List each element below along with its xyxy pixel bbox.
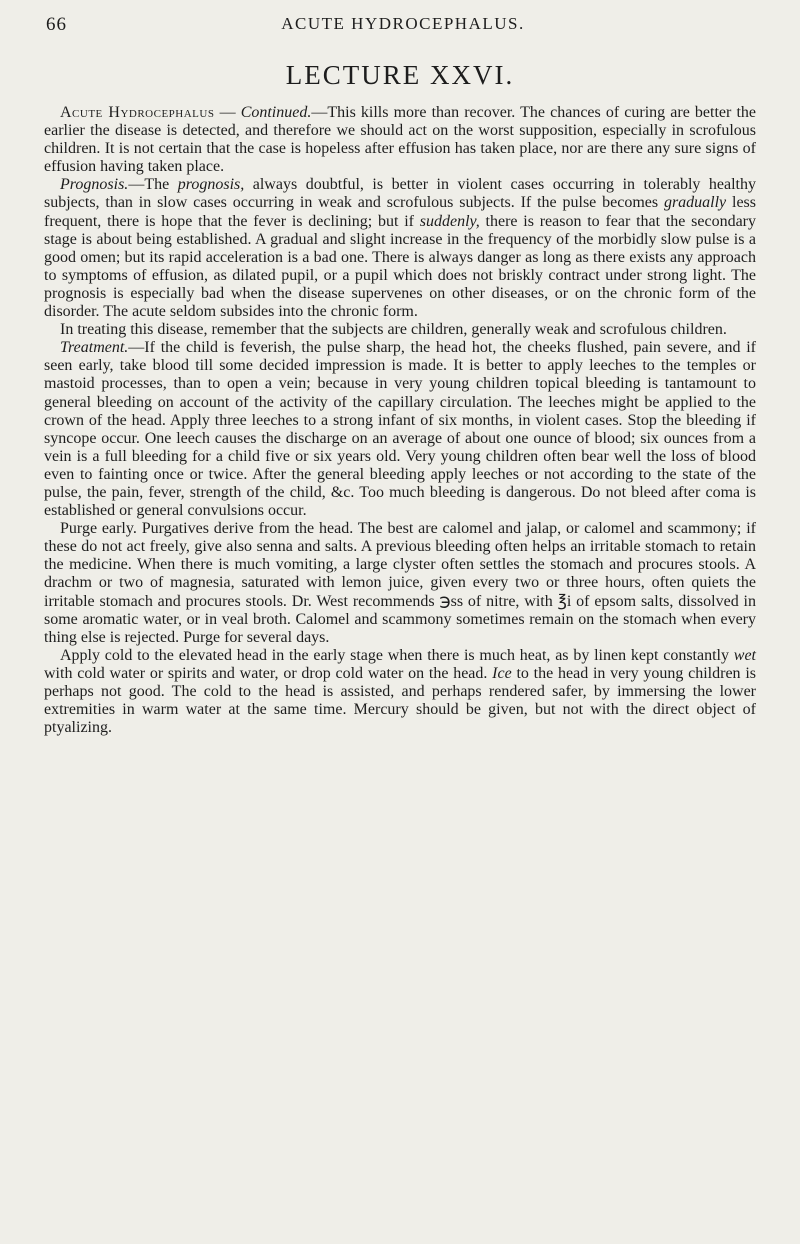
dash: — [214, 104, 241, 121]
text-run: there is reason to fear that the secondary stage is about being established. A gradual and slight increase in the frequency of the morbidly slow pulse is a good omen; but its rapid acceleration is a bad one. There is always danger as long as there exists any approach to symptoms of effusion, as dilated pupil, or a pupil which does not briskly contract under strong light. The prognosis is especially bad when the disease supervenes on other diseases, or on the chronic form of the disorder. The acute seldom subsides into the chronic form. [44, 212, 757, 321]
paragraph-prognosis [44, 176, 756, 321]
italic-run: wet [733, 646, 756, 664]
text-run: to the head in very young children is perhaps not good. The cold to the head is assisted, and perhaps rendered safer, by immersing the lower extremities in warm water at the same time. Mercury should be given, but not with the direct object of ptyalizing. [44, 664, 756, 737]
paragraph-subjects: In treating this disease, remember that the subjects are children, generally weak and scrofulous children. [60, 321, 727, 339]
paragraph-cold [44, 647, 756, 737]
section-label-prognosis: Prognosis. [60, 176, 129, 194]
lead-italic: Continued. [240, 104, 312, 121]
text-run: Apply cold to the elevated head in the early stage when there is much heat, as by linen kept constantly [60, 646, 734, 664]
running-title: ACUTE HYDROCEPHALUS. [281, 14, 525, 33]
text-run: always doubtful, is better in violent cases occurring in tolerably healthy subjects, than in slow cases occurring in weak and scrofulous subjects. If the pulse becomes [44, 176, 756, 212]
text-run: less frequent, there is hope that the fever is declining; but if [44, 194, 756, 230]
lead-term: Acute Hydrocephalus [60, 104, 215, 121]
text-run: —The [128, 176, 178, 194]
italic-run: prognosis, [177, 176, 245, 194]
body-text [44, 104, 756, 737]
paragraph-intro [44, 104, 756, 176]
paragraph-text: —If the child is feverish, the pulse sharp, the head hot, the cheeks flushed, pain severe, and if seen early, take blood till some decided impression is made. It is better to apply leeches to the temples or mastoid processes, than to open a vein; because in very young children topical bleeding is tantamount to general bleeding on account of the activity of the capillary circulation. The leeches might be applied to the crown of the head. Apply three leeches to a strong infant of six months, in violent cases. Stop the bleeding if syncope occur. One leech causes the discharge on an average of about one ounce of blood; six ounces from a vein is a full bleeding for a child five or six years old. Very young children often bear well the loss of blood even to fainting once or twice. After the general bleeding apply leeches or not according to the state of the pulse, the pain, fever, strength of the child, &c. Too much bleeding is dangerous. Do not bleed after coma is established or general convulsions occur. [44, 339, 756, 520]
running-head [46, 14, 760, 38]
section-label-treatment: Treatment. [60, 339, 129, 357]
paragraph-text: —This kills more than recover. The chances of curing are better the earlier the disease is detected, and therefore we should act on the worst supposition, especially in scrofulous children. It is not certain that the case is hopeless after effusion has taken place, nor are there any sure signs of effusion having taken place. [44, 104, 757, 176]
text-run: with cold water or spirits and water, or drop cold water on the head. [44, 664, 493, 682]
page-number: 66 [46, 14, 67, 35]
italic-run: suddenly, [419, 212, 480, 230]
paragraph-purge: Purge early. Purgatives derive from the head. The best are calomel and jalap, or calomel and scammony; if these do not act freely, give also senna and salts. A previous bleeding often helps an irritable stomach to retain the medicine. When there is much vomiting, a large clyster often settles the stomach and procures stools. A drachm or two of magnesia, saturated with lemon juice, given every two or three hours, often quiets the irritable stomach and procures stools. Dr. West recommends ℈ss of nitre, with ℥i of epsom salts, dissolved in some aromatic water, or in veal broth. Calomel and scammony sometimes remain on the stomach when every thing else is rejected. Purge for several days. [44, 520, 756, 646]
paragraph-treatment [44, 339, 756, 520]
italic-run: gradually [663, 194, 727, 212]
italic-run: Ice [492, 664, 512, 682]
lecture-heading: LECTURE XXVI. [285, 60, 515, 90]
